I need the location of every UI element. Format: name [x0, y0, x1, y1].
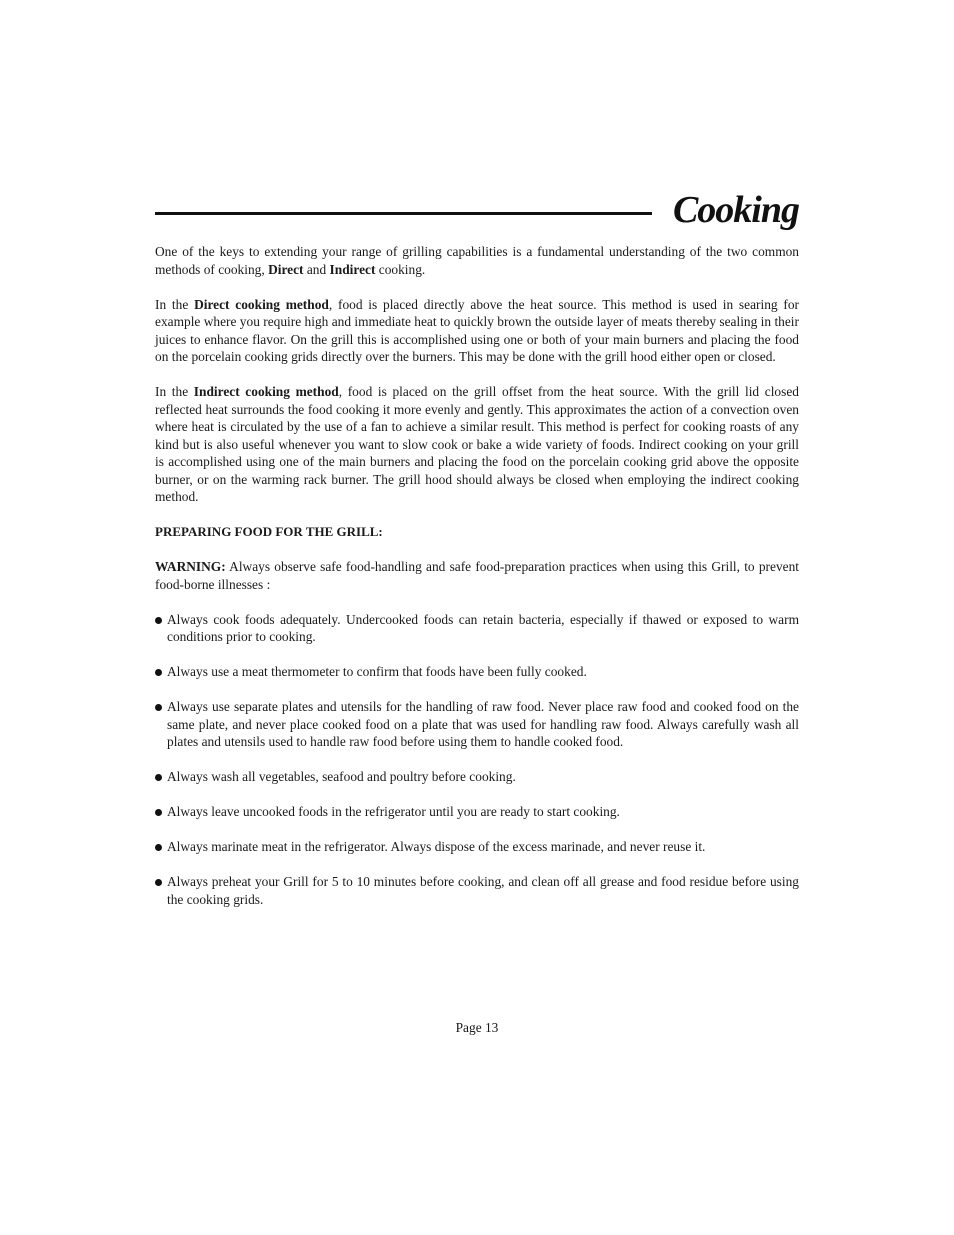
- list-item-text: Always preheat your Grill for 5 to 10 minutes before cooking, and clean off all grease and food residue before using the cooking grids.: [167, 874, 799, 907]
- page-footer: [0, 1019, 954, 1037]
- warning-label: WARNING:: [155, 559, 226, 574]
- direct-text: , food is placed directly above the heat source. This method is used in searing for example where you require high and immediate heat to quickly brown the outside layer of meats thereby sealing in their juices to enhance flavor. On the grill this is accomplished using one or both of your main burners and placing the food on the porcelain cooking grids directly over the burners. This may be done with the grill hood either open or closed.: [155, 296, 799, 364]
- list-item-text: Always use separate plates and utensils for the handling of raw food. Never place raw food and cooked food on the same plate, and never place cooked food on a plate that was used for handling raw food. Always carefully wash all plates and utensils used to handle raw food before using them to handle cooked food.: [167, 699, 799, 749]
- bullet-dot-icon: [155, 704, 162, 711]
- list-item-text: Always use a meat thermometer to confirm that foods have been fully cooked.: [167, 664, 587, 679]
- indirect-paragraph: [155, 383, 799, 506]
- bullet-dot-icon: [155, 774, 162, 781]
- indirect-text: , food is placed on the grill offset from the heat source. With the grill lid closed reflected heat surrounds the food cooking it more evenly and gently. This approximates the action of a convection oven where heat is circulated by the use of a fan to achieve a similar result. This method is perfect for cooking roasts of any kind but is also useful whenever you want to slow cook or bake a wide variety of foods. Indirect cooking on your grill is accomplished using one of the main burners and placing the food on the porcelain cooking grid above the opposite burner, or on the warming rack burner. The grill hood should always be closed when employing the indirect cooking method.: [155, 384, 799, 504]
- indirect-method-term: Indirect cooking method: [193, 384, 339, 399]
- warning-paragraph: [155, 558, 799, 593]
- bullet-dot-icon: [155, 617, 162, 624]
- bullet-dot-icon: [155, 879, 162, 886]
- page-header: [155, 186, 799, 236]
- list-item: [155, 698, 799, 751]
- list-item: [155, 611, 799, 646]
- list-item: [155, 663, 799, 681]
- list-item: [155, 803, 799, 821]
- safety-list: [155, 611, 799, 909]
- list-item-text: Always leave uncooked foods in the refrigerator until you are ready to start cooking.: [167, 804, 620, 819]
- direct-text-start: In the: [155, 296, 195, 312]
- bullet-dot-icon: [155, 669, 162, 676]
- bullet-dot-icon: [155, 844, 162, 851]
- intro-and: and: [303, 261, 330, 277]
- warning-text: Always observe safe food-handling and safe food-preparation practices when using this Grill, to prevent food-borne illnesses :: [155, 559, 799, 592]
- intro-text: One of the keys to extending your range of grilling capabilities is a fundamental understanding of the two common methods of cooking,: [155, 244, 799, 277]
- intro-indirect-term: Indirect: [329, 261, 376, 277]
- intro-paragraph: [155, 243, 799, 278]
- indirect-text-start: In the: [155, 384, 194, 399]
- intro-text-end: cooking.: [375, 261, 426, 277]
- header-rule: [155, 212, 652, 215]
- list-item-text: Always marinate meat in the refrigerator. Always dispose of the excess marinade, and never reuse it.: [167, 839, 706, 854]
- preparing-heading: PREPARING FOOD FOR THE GRILL:: [155, 524, 383, 539]
- direct-paragraph: [155, 296, 799, 366]
- list-item: [155, 873, 799, 908]
- intro-direct-term: Direct: [268, 261, 304, 277]
- page-title: Cooking: [672, 189, 799, 231]
- body-content: [155, 243, 799, 926]
- page-number: Page 13: [455, 1020, 499, 1035]
- bullet-dot-icon: [155, 809, 162, 816]
- direct-method-term: Direct cooking method: [194, 296, 329, 312]
- list-item-text: Always wash all vegetables, seafood and poultry before cooking.: [167, 769, 516, 784]
- list-item: [155, 768, 799, 786]
- list-item-text: Always cook foods adequately. Undercooked foods can retain bacteria, especially if thawed or exposed to warm conditions prior to cooking.: [167, 611, 799, 644]
- list-item: [155, 838, 799, 856]
